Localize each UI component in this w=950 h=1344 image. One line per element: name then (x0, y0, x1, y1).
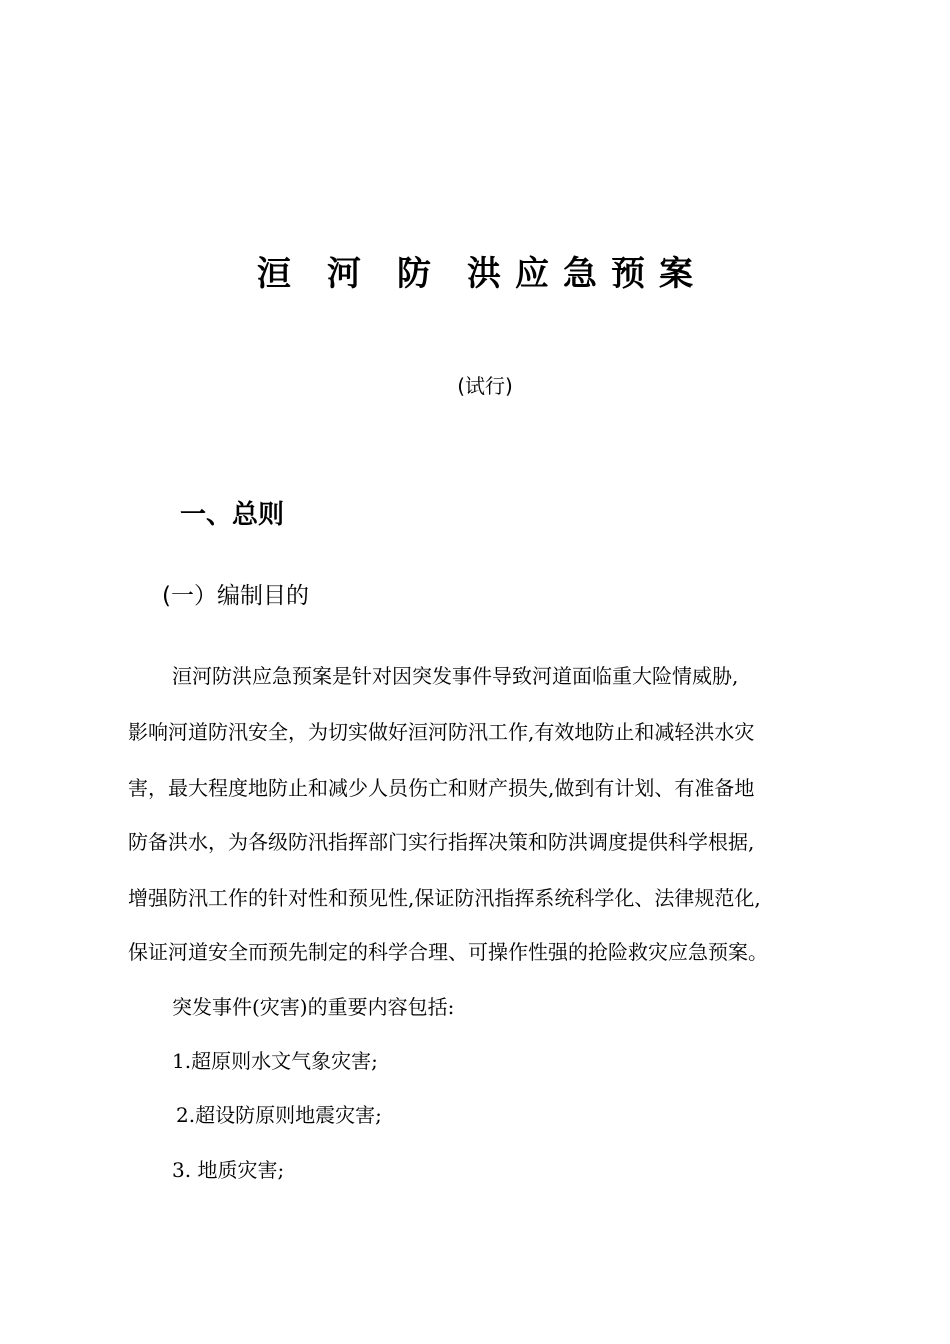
paragraph-line: 害，最大程度地防止和减少人员伤亡和财产损失,做到有计划、有准备地 (128, 776, 755, 800)
paragraph-line: 影响河道防汛安全，为切实做好洹河防汛工作,有效地防止和减轻洪水灾 (128, 720, 755, 744)
title-char: 急 (563, 254, 597, 294)
title-char: 案 (659, 254, 693, 294)
subsection-heading: (一）编制目的 (162, 583, 309, 609)
title-char: 防 (397, 254, 431, 294)
document-title (0, 250, 950, 298)
section-heading: 一、总则 (180, 500, 285, 530)
title-char: 预 (611, 254, 645, 294)
list-item: 2.超设防原则地震灾害; (176, 1103, 382, 1127)
title-char: 洹 (257, 254, 291, 294)
title-char: 应 (515, 254, 549, 294)
title-char: 洪 (467, 254, 501, 294)
list-item: 1.超原则水文气象灾害; (172, 1049, 378, 1073)
title-char: 河 (327, 254, 361, 294)
paragraph-line: 增强防汛工作的针对性和预见性,保证防汛指挥系统科学化、法律规范化, (128, 886, 761, 910)
paragraph-line: 保证河道安全而预先制定的科学合理、可操作性强的抢险救灾应急预案。 (128, 940, 768, 964)
document-subtitle: (试行) (457, 374, 513, 398)
paragraph-line: 洹河防洪应急预案是针对因突发事件导致河道面临重大险情威胁, (172, 664, 739, 688)
list-item: 3. 地质灾害; (172, 1158, 285, 1182)
paragraph-line: 防备洪水，为各级防汛指挥部门实行指挥决策和防洪调度提供科学根据, (128, 830, 755, 854)
list-intro: 突发事件(灾害)的重要内容包括: (172, 995, 455, 1019)
